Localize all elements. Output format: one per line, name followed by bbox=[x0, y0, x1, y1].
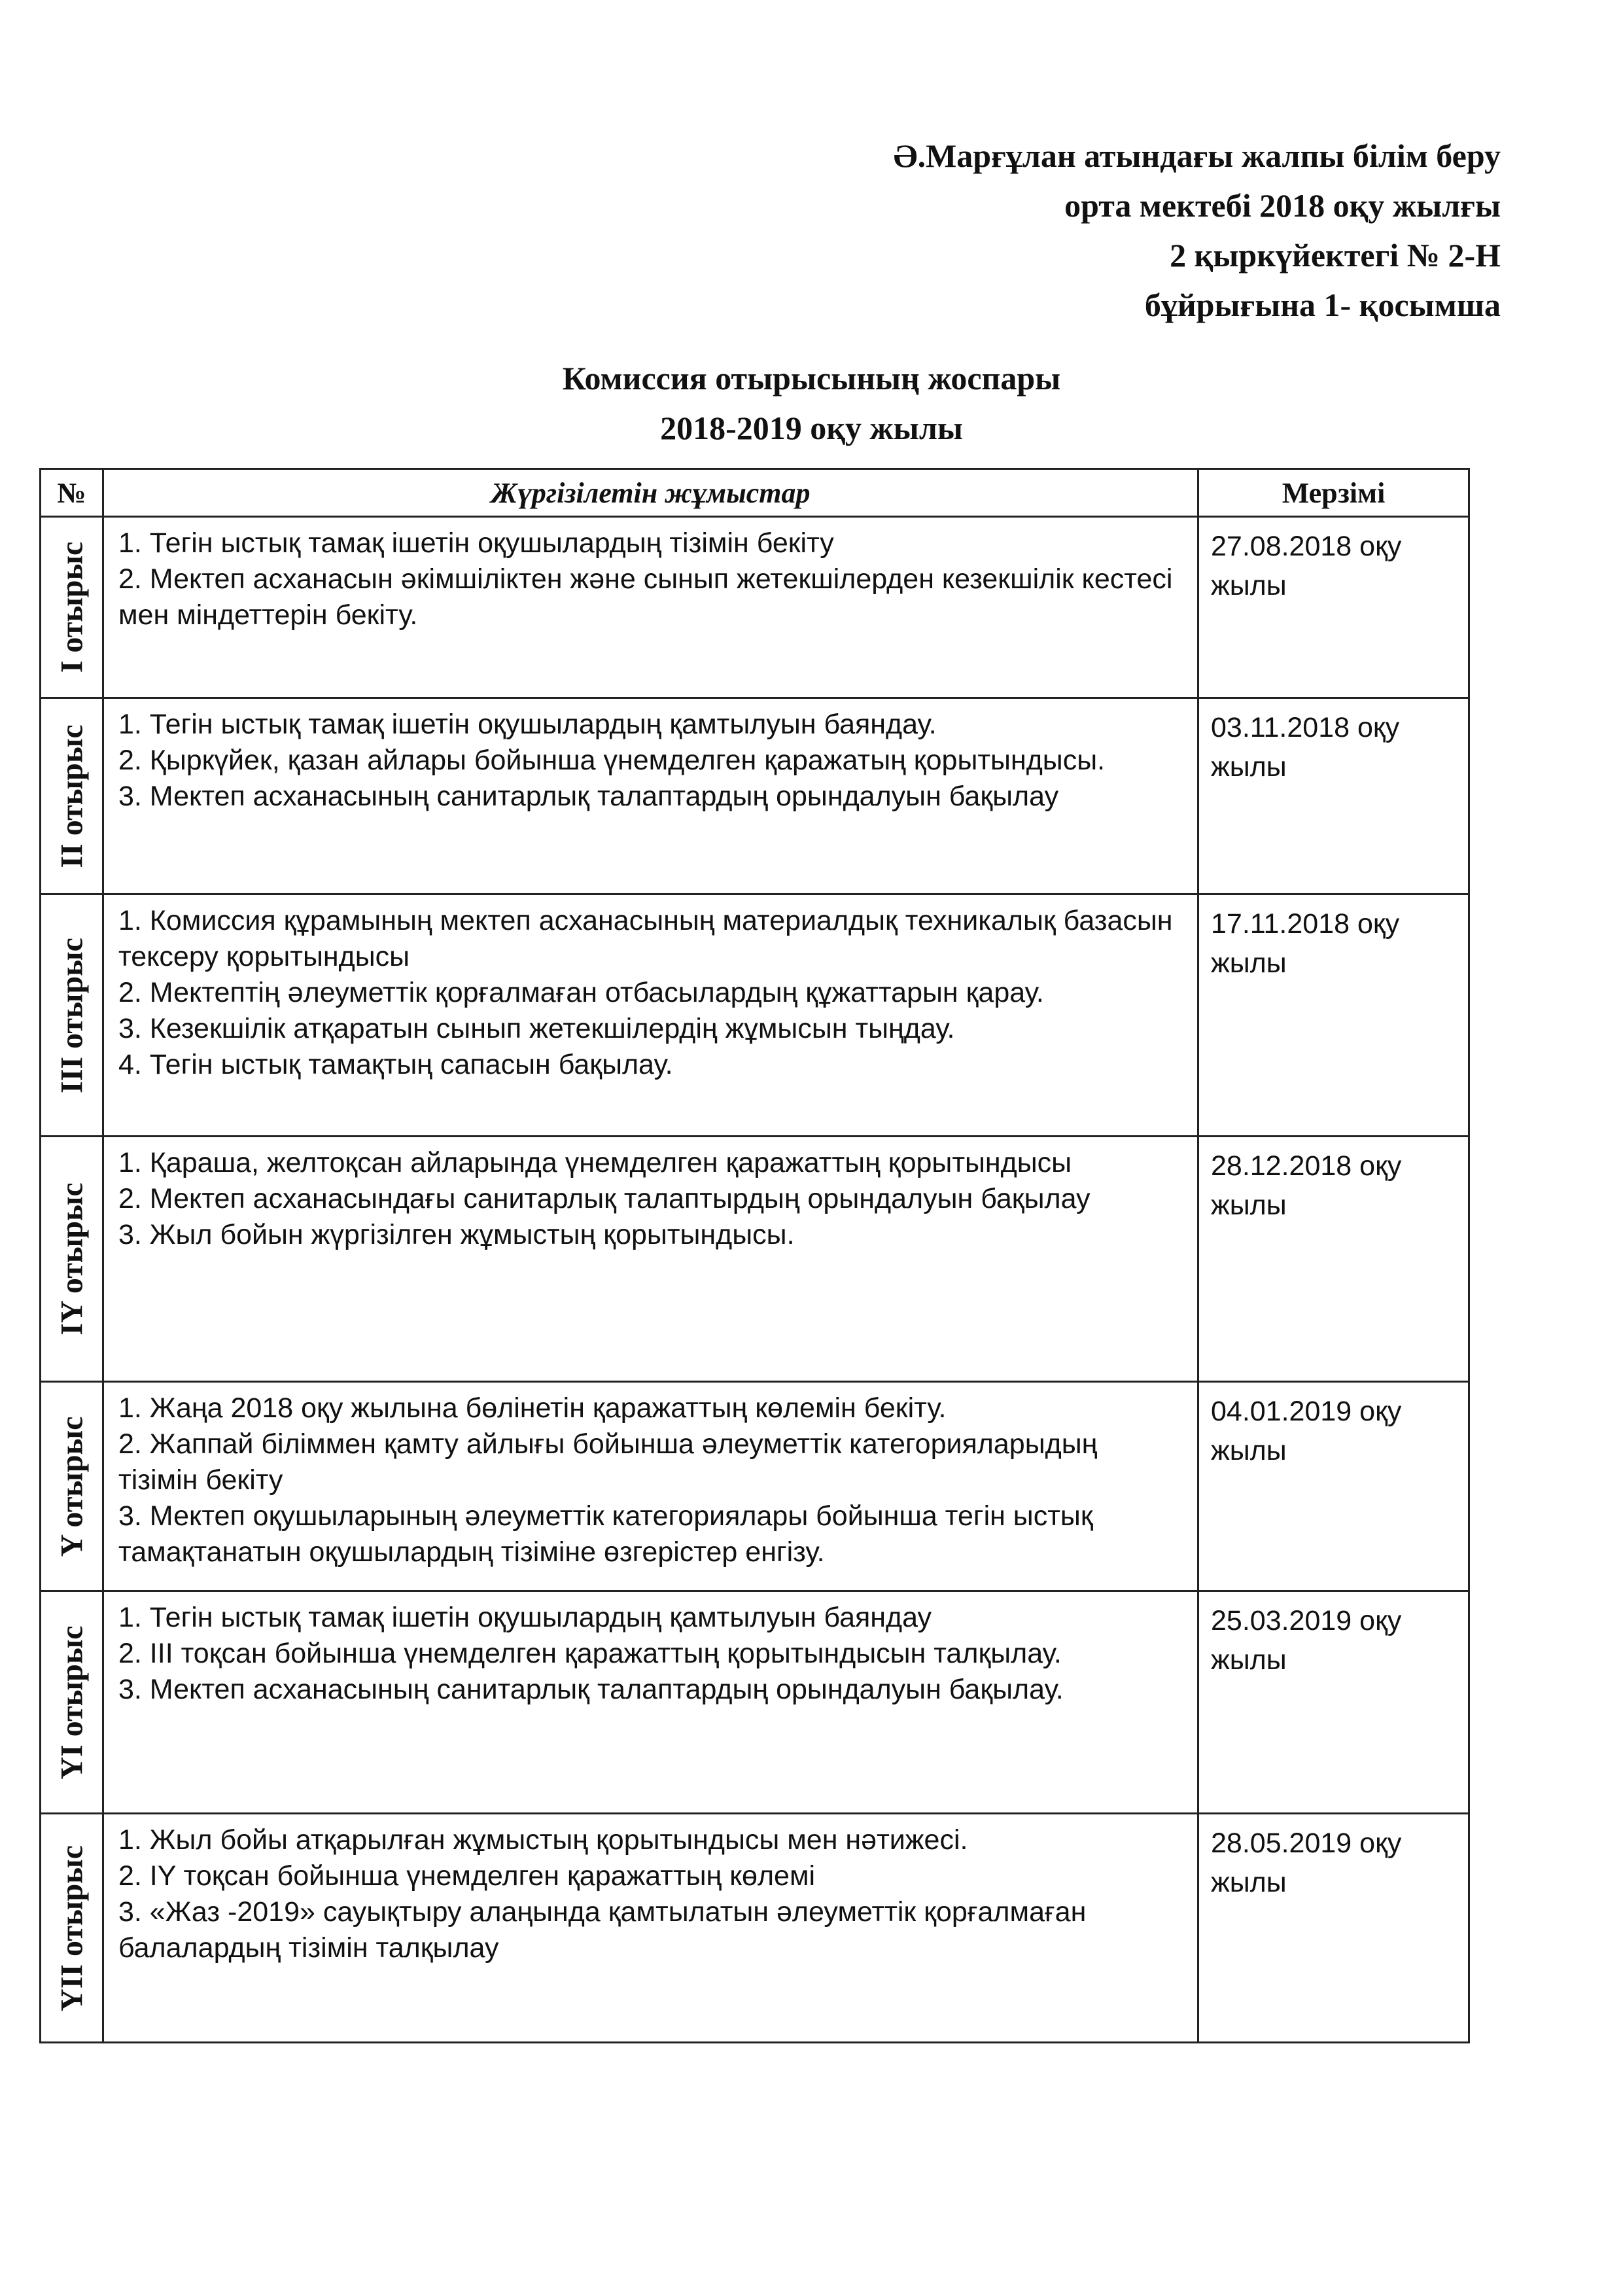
session-label: YII отырыс bbox=[54, 1845, 89, 2011]
work-item: 1. Тегін ыстық тамақ ішетін оқушылардың тізімін бекіту bbox=[118, 527, 834, 559]
work-item: 3. Мектеп асханасының санитарлық талаптардың орындалуын бақылау. bbox=[118, 1674, 1064, 1705]
table-row bbox=[41, 698, 1469, 894]
session-cell bbox=[41, 1814, 103, 2043]
session-label: II отырыс bbox=[54, 724, 89, 868]
work-item: 3. Мектеп асханасының санитарлық талаптардың орындалуын бақылау bbox=[118, 781, 1059, 812]
date-cell: 25.03.2019 оқу жылы bbox=[1198, 1591, 1469, 1814]
work-item: 3. Мектеп оқушыларының әлеуметтік категориялары бойынша тегін ыстық тамақтанатын оқушылардың тізіміне өзгерістер енгізу. bbox=[118, 1500, 1093, 1568]
date-cell: 03.11.2018 оқу жылы bbox=[1198, 698, 1469, 894]
header-num: № bbox=[41, 469, 103, 517]
table-row bbox=[41, 894, 1469, 1137]
session-cell bbox=[41, 1137, 103, 1382]
work-item: 1. Жаңа 2018 оқу жылына бөлінетін қаражаттың көлемін бекіту. bbox=[118, 1392, 947, 1424]
work-item: 3. «Жаз -2019» сауықтыру алаңында қамтылатын әлеуметтік қорғалмаған балалардың тізімін талқылау bbox=[118, 1896, 1087, 1964]
work-item: 3. Жыл бойын жүргізілген жұмыстың қорытындысы. bbox=[118, 1219, 795, 1250]
session-label: YI отырыс bbox=[54, 1625, 89, 1780]
annex-line: бұйрығына 1- қосымша bbox=[1144, 287, 1501, 323]
work-cell bbox=[103, 1814, 1198, 2043]
work-item: 2. IY тоқсан бойынша үнемделген қаражаттың көлемі bbox=[118, 1860, 816, 1892]
table-row bbox=[41, 1382, 1469, 1591]
session-cell bbox=[41, 1591, 103, 1814]
work-cell bbox=[103, 1591, 1198, 1814]
work-cell bbox=[103, 698, 1198, 894]
annex-line: Ә.Марғұлан атындағы жалпы білім беру bbox=[893, 137, 1501, 174]
session-label: I отырыс bbox=[54, 541, 89, 673]
session-label: Y отырыс bbox=[54, 1416, 89, 1557]
work-cell bbox=[103, 1382, 1198, 1591]
document-title bbox=[0, 353, 1623, 453]
work-item: 2. Мектеп асханасын әкімшіліктен және сынып жетекшілерден кезекшілік кестесі мен міндеттерін бекіту. bbox=[118, 563, 1173, 631]
annex-line: 2 қыркүйектегі № 2-Н bbox=[1170, 237, 1501, 274]
session-label: IY отырыс bbox=[54, 1182, 89, 1335]
work-item: 2. Мектептің әлеуметтік қорғалмаған отбасылардың құжаттарын қарау. bbox=[118, 977, 1044, 1008]
table-header-row bbox=[41, 469, 1469, 517]
session-cell bbox=[41, 698, 103, 894]
table-row bbox=[41, 1591, 1469, 1814]
header-date: Мерзімі bbox=[1198, 469, 1469, 517]
date-cell: 17.11.2018 оқу жылы bbox=[1198, 894, 1469, 1137]
session-cell bbox=[41, 517, 103, 698]
date-cell: 28.05.2019 оқу жылы bbox=[1198, 1814, 1469, 2043]
date-cell: 04.01.2019 оқу жылы bbox=[1198, 1382, 1469, 1591]
work-cell bbox=[103, 894, 1198, 1137]
annex-line: орта мектебі 2018 оқу жылғы bbox=[1064, 187, 1501, 224]
work-item: 2. Мектеп асханасындағы санитарлық талаптырдың орындалуын бақылау bbox=[118, 1183, 1091, 1214]
work-cell bbox=[103, 1137, 1198, 1382]
header-work: Жүргізілетін жұмыстар bbox=[103, 469, 1198, 517]
work-cell bbox=[103, 517, 1198, 698]
table-row bbox=[41, 517, 1469, 698]
work-item: 1. Қараша, желтоқсан айларында үнемделген қаражаттың қорытындысы bbox=[118, 1147, 1072, 1178]
date-cell: 27.08.2018 оқу жылы bbox=[1198, 517, 1469, 698]
work-item: 2. Қыркүйек, қазан айлары бойынша үнемделген қаражатың қорытындысы. bbox=[118, 745, 1106, 776]
work-item: 3. Кезекшілік атқаратын сынып жетекшілердің жұмысын тыңдау. bbox=[118, 1013, 955, 1044]
work-item: 1. Тегін ыстық тамақ ішетін оқушылардың қамтылуын баяндау. bbox=[118, 709, 937, 740]
title-line-1: Комиссия отырысының жоспары bbox=[562, 360, 1061, 397]
session-label: III отырыс bbox=[54, 937, 89, 1093]
work-item: 1. Комиссия құрамының мектеп асханасының материалдық техникалық базасын тексеру қорытындысы bbox=[118, 905, 1173, 972]
title-line-2: 2018-2019 оқу жылы bbox=[660, 410, 963, 446]
session-cell bbox=[41, 1382, 103, 1591]
work-item: 1. Жыл бойы атқарылған жұмыстың қорытындысы мен нәтижесі. bbox=[118, 1824, 968, 1856]
work-item: 4. Тегін ыстық тамақтың сапасын бақылау. bbox=[118, 1049, 673, 1080]
session-cell bbox=[41, 894, 103, 1137]
plan-table bbox=[39, 468, 1470, 2043]
work-item: 2. Жаппай біліммен қамту айлығы бойынша әлеуметтік категорияларыдың тізімін бекіту bbox=[118, 1428, 1098, 1496]
table-row bbox=[41, 1137, 1469, 1382]
work-item: 2. III тоқсан бойынша үнемделген қаражаттың қорытындысын талқылау. bbox=[118, 1638, 1062, 1669]
work-item: 1. Тегін ыстық тамақ ішетін оқушылардың қамтылуын баяндау bbox=[118, 1602, 932, 1633]
order-annex-note bbox=[894, 131, 1501, 330]
table-row bbox=[41, 1814, 1469, 2043]
date-cell: 28.12.2018 оқу жылы bbox=[1198, 1137, 1469, 1382]
